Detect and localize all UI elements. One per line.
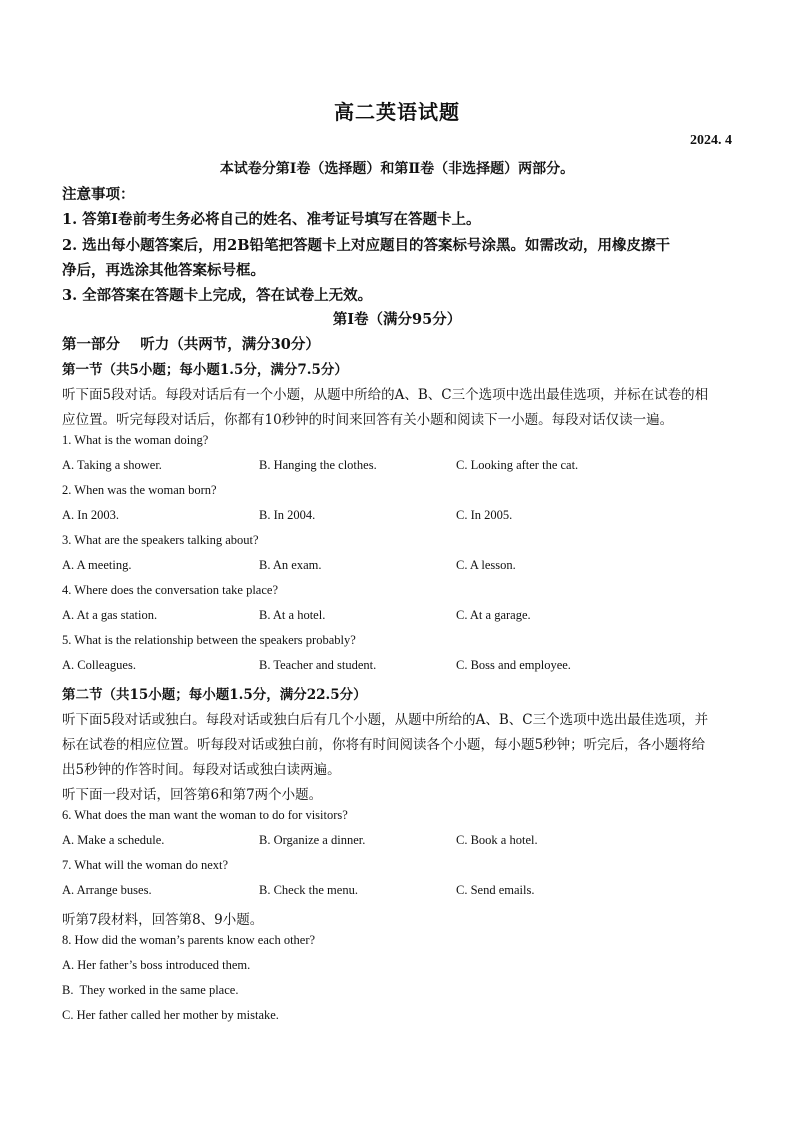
option-a: A. Make a schedule.: [62, 833, 165, 847]
option-b: B. Teacher and student.: [259, 658, 377, 672]
option-b: B. An exam.: [259, 558, 322, 572]
exam-date: 2024. 4: [690, 133, 732, 148]
option-c: C. Send emails.: [456, 883, 535, 897]
option-c: C. A lesson.: [456, 558, 516, 572]
option-c: C. At a garage.: [456, 608, 531, 622]
question-text: 1. What is the woman doing?: [62, 433, 209, 447]
option-a: A. Taking a shower.: [62, 458, 162, 472]
notice-item-2-line-2: 净后，再选涂其他答案标号框。: [62, 262, 265, 279]
question-text: 6. What does the man want the woman to do for visitors?: [62, 808, 348, 822]
option-a: A. Her father’s boss introduced them.: [62, 958, 251, 972]
notice-item-2-line-1: 2. 选出每小题答案后，用2B铅笔把答题卡上对应题目的答案标号涂黑。如需改动，用橡皮擦干: [62, 237, 671, 254]
option-b: B. In 2004.: [259, 508, 316, 522]
question-text: 8. How did the woman’s parents know each other?: [62, 933, 316, 947]
notice-item-3: 3. 全部答案在答题卡上完成，答在试卷上无效。: [62, 287, 373, 304]
section2-heading: 第二节（共15小题；每小题1.5分，满分22.5分）: [62, 687, 367, 703]
section2-instruction-line-3: 出5秒钟的作答时间。每段对话或独白读两遍。: [62, 762, 341, 778]
option-a: A. Arrange buses.: [62, 883, 152, 897]
question-text: 2. When was the woman born?: [62, 483, 217, 497]
part1-heading: 第一部分 听力（共两节，满分30分）: [62, 336, 320, 353]
option-a: A. At a gas station.: [62, 608, 158, 622]
notice-heading: 注意事项：: [62, 186, 135, 203]
page-title: 高二英语试题: [334, 100, 460, 124]
option-c: C. Book a hotel.: [456, 833, 538, 847]
option-a: A. In 2003.: [62, 508, 119, 522]
option-b: B. At a hotel.: [259, 608, 326, 622]
group-instruction-7: 听第7段材料，回答第8、9小题。: [62, 912, 264, 928]
section2-instruction-line-1: 听下面5段对话或独白。每段对话或独白后有几个小题，从题中所给的A、B、C三个选项中选出最佳选项，并: [62, 712, 709, 728]
question-text: 5. What is the relationship between the speakers probably?: [62, 633, 356, 647]
option-b: B. Organize a dinner.: [259, 833, 366, 847]
section1-heading: 第一节（共5小题；每小题1.5分，满分7.5分）: [62, 362, 348, 378]
option-b: B. Hanging the clothes.: [259, 458, 377, 472]
notice-item-1: 1. 答第Ⅰ卷前考生务必将自己的姓名、准考证号填写在答题卡上。: [62, 211, 481, 228]
question-text: 3. What are the speakers talking about?: [62, 533, 259, 547]
section1-instruction-line-1: 听下面5段对话。每段对话后有一个小题，从题中所给的A、B、C三个选项中选出最佳选项，并标在试卷的相: [62, 387, 709, 403]
exam-intro: 本试卷分第Ⅰ卷（选择题）和第Ⅱ卷（非选择题）两部分。: [219, 161, 575, 177]
question-text: 7. What will the woman do next?: [62, 858, 229, 872]
section1-instruction-line-2: 应位置。听完每段对话后，你都有10秒钟的时间来回答有关小题和阅读下一小题。每段对话仅读一遍。: [62, 412, 674, 428]
option-c: C. Boss and employee.: [456, 658, 571, 672]
option-a: A. A meeting.: [62, 558, 132, 572]
option-c: C. Her father called her mother by mistake.: [62, 1008, 279, 1022]
question-text: 4. Where does the conversation take place?: [62, 583, 278, 597]
option-b: B. They worked in the same place.: [62, 983, 239, 997]
option-c: C. In 2005.: [456, 508, 513, 522]
option-a: A. Colleagues.: [62, 658, 136, 672]
group-instruction-6: 听下面一段对话，回答第6和第7两个小题。: [62, 787, 323, 803]
section2-instruction-line-2: 标在试卷的相应位置。听每段对话或独白前，你将有时间阅读各个小题，每小题5秒钟；听完后，各小题将给: [62, 737, 706, 753]
option-b: B. Check the menu.: [259, 883, 358, 897]
volume-heading: 第Ⅰ卷（满分95分）: [332, 311, 462, 328]
option-c: C. Looking after the cat.: [456, 458, 579, 472]
